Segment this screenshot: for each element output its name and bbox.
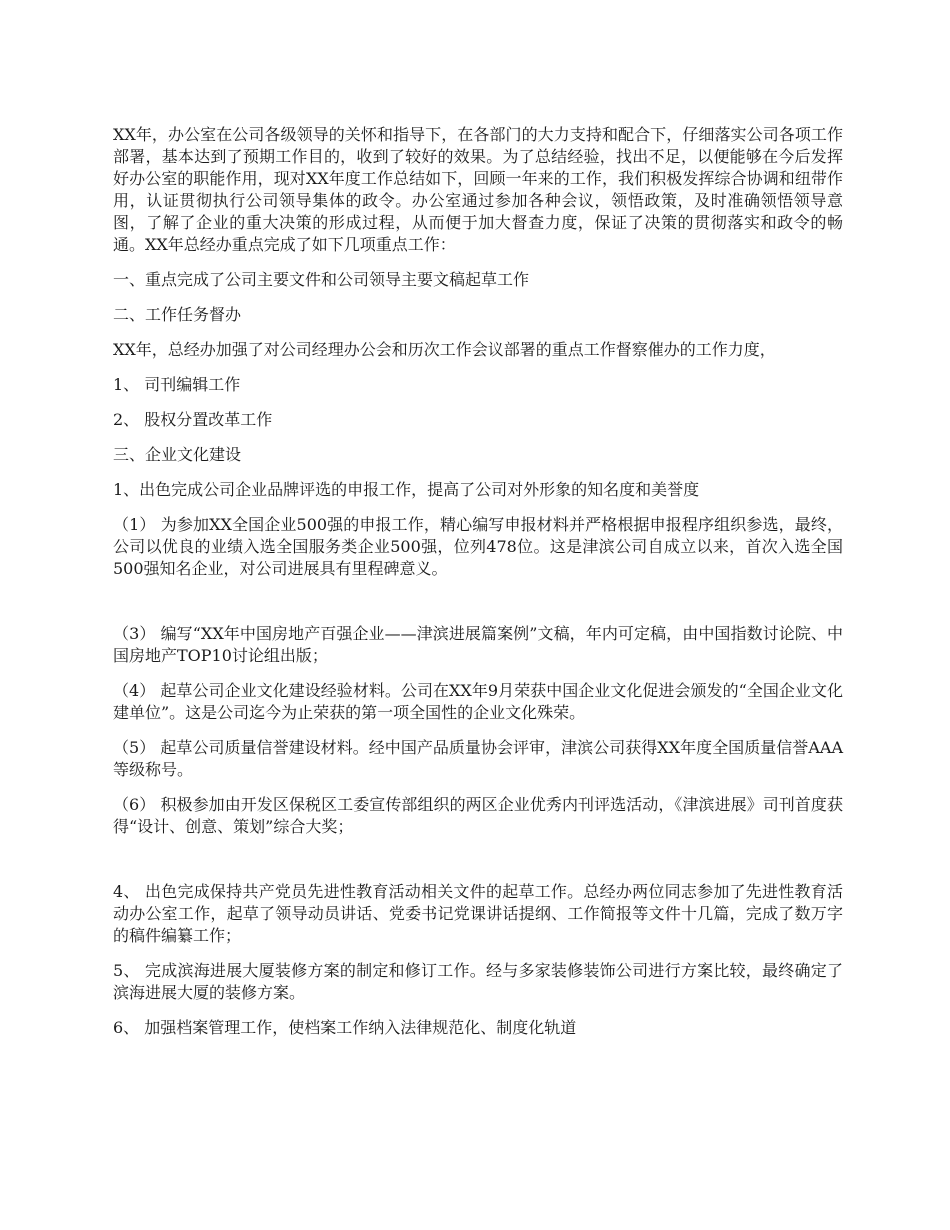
section-heading-1: 一、重点完成了公司主要文件和公司领导主要文稿起草工作 — [113, 270, 530, 289]
spacer — [113, 593, 843, 623]
list-item: （6） 积极参加由开发区保税区工委宣传部组织的两区企业优秀内刊评选活动，《津滨进展》司刊首度获得“设计、创意、策划”综合大奖； — [113, 795, 843, 836]
supervision-paragraph: XX年，总经办加强了对公司经理办公会和历次工作会议部署的重点工作督察催办的工作力度， — [113, 340, 776, 359]
list-item: （3） 编写“XX年中国房地产百强企业——津滨进展篇案例”文稿，年内可定稿，由中国指数讨论院、中国房地产TOP10讨论组出版； — [113, 624, 843, 665]
list-item: 2、 股权分置改革工作 — [113, 410, 273, 429]
section-heading-3: 三、企业文化建设 — [113, 445, 242, 464]
list-item: 6、 加强档案管理工作，使档案工作纳入法律规范化、制度化轨道 — [113, 1018, 577, 1037]
document-body — [113, 124, 843, 1052]
intro-paragraph: XX年，办公室在公司各级领导的关怀和指导下，在各部门的大力支持和配合下，仔细落实公司各项工作部署，基本达到了预期工作目的，收到了较好的效果。为了总结经验，找出不足，以便能够在今后发挥好办公室的职能作用，现对XX年度工作总结如下，回顾一年来的工作，我们积极发挥综合协调和纽带作用，认证贯彻执行公司领导集体的政令。办公室通过参加各种会议，领悟政策，及时准确领悟领导意图，了解了企业的重大决策的形成过程，从而便于加大督查力度，保证了决策的贯彻落实和政令的畅通。XX年总经办重点完成了如下几项重点工作： — [113, 125, 843, 254]
list-item: （4） 起草公司企业文化建设经验材料。公司在XX年9月荣获中国企业文化促进会颁发的“全国企业文化建单位”。这是公司迄今为止荣获的第一项全国性的企业文化殊荣。 — [113, 681, 843, 722]
list-item: （1） 为参加XX全国企业500强的申报工作，精心编写申报材料并严格根据申报程序组织参选，最终，公司以优良的业绩入选全国服务类企业500强，位列478位。这是津滨公司自成立以来，首次入选全国500强知名企业，对公司进展具有里程碑意义。 — [113, 515, 843, 578]
section-heading-2: 二、工作任务督办 — [113, 305, 242, 324]
list-item: 1、 司刊编辑工作 — [113, 375, 241, 394]
list-item: （5） 起草公司质量信誉建设材料。经中国产品质量协会评审，津滨公司获得XX年度全国质量信誉AAA等级称号。 — [113, 738, 843, 779]
list-item: 1、出色完成公司企业品牌评选的申报工作，提高了公司对外形象的知名度和美誉度 — [113, 480, 700, 499]
list-item: 4、 出色完成保持共产党员先进性教育活动相关文件的起草工作。总经办两位同志参加了先进性教育活动办公室工作，起草了领导动员讲话、党委书记党课讲话提纲、工作简报等文件十几篇，完成了数万字的稿件编纂工作； — [113, 882, 843, 945]
list-item: 5、 完成滨海进展大厦装修方案的制定和修订工作。经与多家装修装饰公司进行方案比较，最终确定了滨海进展大厦的装修方案。 — [113, 961, 843, 1002]
spacer — [113, 851, 843, 881]
